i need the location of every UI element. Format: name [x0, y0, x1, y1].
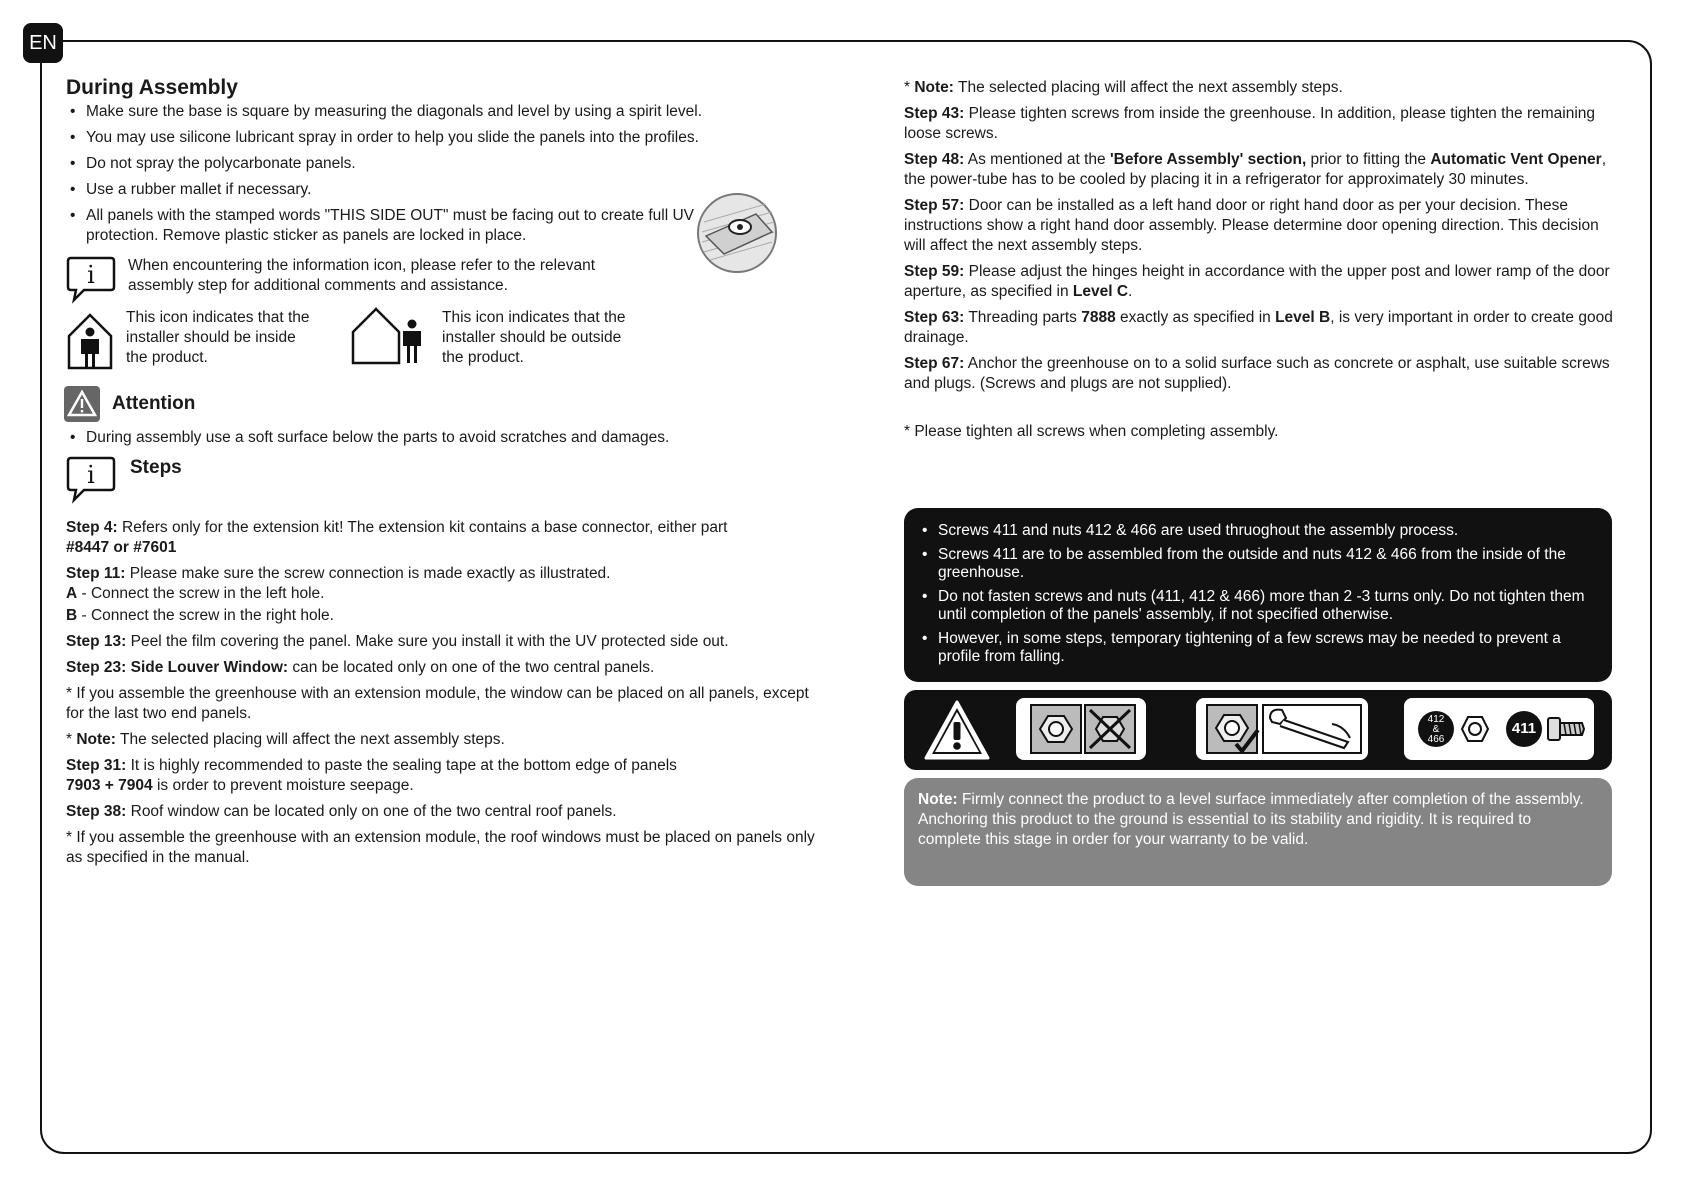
loose-nut-icon — [1030, 704, 1082, 754]
warning-exclamation-icon — [922, 698, 992, 762]
attention-header — [66, 386, 816, 422]
step-23-note: * If you assemble the greenhouse with an extension module, the window can be placed on all panels, except for the last two end panels. — [66, 685, 809, 722]
step-13: Step 13: Peel the film covering the panel. Make sure you install it with the UV protected side out. — [66, 633, 729, 650]
screw-icon — [1546, 712, 1586, 746]
step-57: Step 57: Door can be installed as a left hand door or right hand door as per your decision. These instructions show a right hand door assembly. Please determine door opening direction. This decision will affect the next assembly steps. — [904, 197, 1599, 254]
info-icon-text: When encountering the information icon, please refer to the relevant assembly step for additional comments and assistance. — [128, 257, 595, 294]
tighten-at-end-panel — [1196, 698, 1368, 760]
do-not-tighten-panel — [1016, 698, 1146, 760]
step-67: Step 67: Anchor the greenhouse on to a solid surface such as concrete or asphalt, use suitable screws and plugs. (Screws and plugs are not supplied). — [904, 355, 1610, 392]
list-item: • You may use silicone lubricant spray in order to help you slide the panels into the profiles. — [66, 128, 816, 148]
this-side-out-sticker-icon — [696, 192, 778, 274]
during-assembly-title: During Assembly — [66, 76, 238, 99]
step-59: Step 59: Please adjust the hinges height in accordance with the upper post and lower ramp of the door aperture, as specified in Level C. — [904, 263, 1610, 300]
nut-icon — [1458, 712, 1492, 746]
list-item: • Do not fasten screws and nuts (411, 412 & 466) more than 2 -3 turns only. Do not tighten them until completion of the panels' assembly, if not specified otherwise. — [918, 588, 1596, 624]
steps-title: Steps — [130, 457, 182, 478]
list-item: • However, in some steps, temporary tightening of a few screws may be needed to prevent a profile from falling. — [918, 630, 1596, 666]
attention-list — [66, 428, 816, 448]
screws-info-box — [904, 508, 1612, 682]
attention-title: Attention — [112, 393, 196, 414]
wrench-icon — [1262, 704, 1362, 754]
list-item: • All panels with the stamped words "THIS SIDE OUT" must be facing out to create full UV protection. Remove plastic sticker as panels are locked in place. — [66, 206, 701, 246]
steps-list — [66, 518, 816, 868]
information-icon — [66, 454, 116, 504]
installer-icons-row — [66, 308, 816, 372]
step-31: Step 31: It is highly recommended to paste the sealing tape at the bottom edge of panels 7903 + 7904 is order to prevent moisture seepage. — [66, 757, 677, 794]
placing-note: * Note: The selected placing will affect the next assembly steps. — [904, 79, 1343, 96]
inside-icon-text: This icon indicates that the installer should be inside the product. — [126, 309, 310, 366]
svg-text:i: i — [87, 461, 95, 489]
svg-text:i: i — [87, 261, 95, 289]
step-48: Step 48: As mentioned at the 'Before Assembly' section, prior to fitting the Automatic Vent Opener, the power-tube has to be cooled by placing it in a refrigerator for approximately 30 minutes. — [904, 151, 1607, 188]
parts-legend-panel — [1404, 698, 1594, 760]
screw-part-badge: 411 — [1506, 711, 1542, 747]
step-38-note: * If you assemble the greenhouse with an extension module, the roof windows must be placed on panels only as specified in the manual. — [66, 829, 815, 866]
list-item: • Make sure the base is square by measuring the diagonals and level by using a spirit level. — [66, 102, 816, 122]
step-38: Step 38: Roof window can be located only on one of the two central roof panels. — [66, 803, 617, 820]
outside-icon-text: This icon indicates that the installer should be outside the product. — [442, 309, 626, 366]
list-item: • Use a rubber mallet if necessary. — [66, 180, 816, 200]
list-item: • Screws 411 and nuts 412 & 466 are used thruoghout the assembly process. — [918, 522, 1596, 540]
right-column — [904, 78, 1616, 448]
anchoring-note-line-2: Anchoring this product to the ground is essential to its stability and rigidity. It is required to complete this stage in order for your warranty to be valid. — [918, 811, 1532, 848]
step-23: Step 23: Side Louver Window: can be located only on one of the two central panels. — [66, 659, 655, 676]
installer-outside-icon — [350, 306, 426, 366]
left-column — [66, 78, 816, 874]
step-63: Step 63: Threading parts 7888 exactly as specified in Level B, is very important in order to create good drainage. — [904, 309, 1613, 346]
list-item: • During assembly use a soft surface below the parts to avoid scratches and damages. — [66, 428, 816, 448]
step-11: Step 11: Please make sure the screw connection is made exactly as illustrated. A - Connect the screw in the left hole. — [66, 565, 611, 602]
step-11-b: B - Connect the screw in the right hole. — [66, 607, 334, 624]
crossed-tight-nut-icon — [1084, 704, 1136, 754]
step-43: Step 43: Please tighten screws from inside the greenhouse. In addition, please tighten the remaining loose screws. — [904, 105, 1596, 142]
information-icon — [66, 254, 116, 304]
steps-header — [66, 454, 816, 504]
anchoring-note-line-1: Note: Firmly connect the product to a level surface immediately after completion of the assembly. — [918, 791, 1584, 808]
list-item: • Do not spray the polycarbonate panels. — [66, 154, 816, 174]
installer-inside-icon — [66, 312, 114, 370]
warning-icon — [64, 386, 100, 422]
tighten-all-note: * Please tighten all screws when completing assembly. — [904, 423, 1279, 440]
list-item: • Screws 411 are to be assembled from the outside and nuts 412 & 466 from the inside of the greenhouse. — [918, 546, 1596, 582]
nut-check-icon — [1206, 704, 1260, 754]
step-23-note-2: * Note: The selected placing will affect the next assembly steps. — [66, 731, 505, 748]
nut-part-badge: 412 & 466 — [1418, 711, 1454, 747]
language-tab: EN — [23, 23, 63, 63]
anchoring-note-box — [904, 778, 1612, 886]
step-4: Step 4: Refers only for the extension kit! The extension kit contains a base connector, either part #8447 or #7601 — [66, 519, 728, 556]
fastening-icons-bar — [904, 690, 1612, 770]
